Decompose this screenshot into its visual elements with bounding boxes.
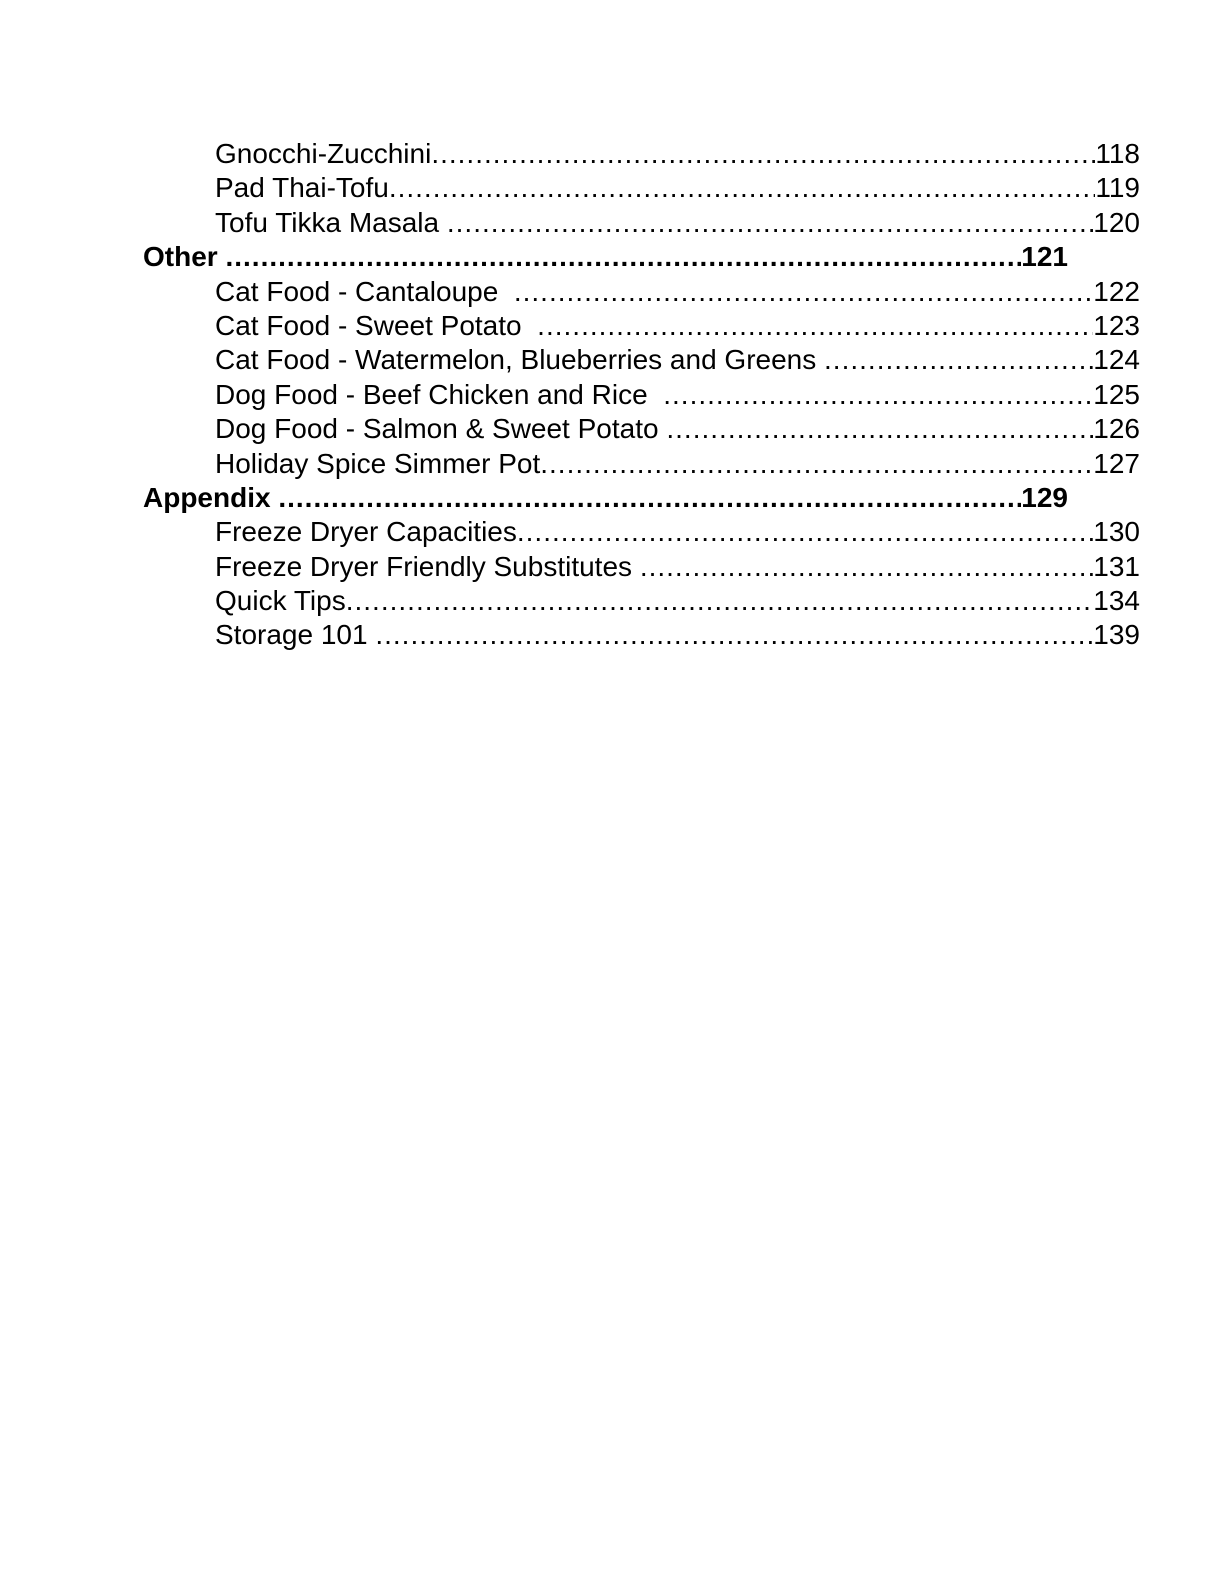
toc-page-number: 125 <box>1093 378 1140 410</box>
toc-page-number: 130 <box>1093 516 1140 548</box>
toc-entry-label: Cat Food - Cantaloupe <box>215 275 514 307</box>
toc-entry[interactable] <box>143 412 1140 446</box>
table-of-contents <box>143 137 1140 653</box>
toc-entry-label: Tofu Tikka Masala <box>215 206 447 238</box>
toc-dot-leader <box>375 618 1093 652</box>
toc-dot-leader <box>514 275 1093 309</box>
toc-page-number: 126 <box>1093 413 1140 445</box>
toc-entry[interactable] <box>143 171 1140 205</box>
toc-dot-leader <box>824 343 1093 377</box>
toc-page-number: 121 <box>1021 241 1068 273</box>
toc-dot-leader <box>447 206 1093 240</box>
toc-entry-label: Dog Food - Salmon & Sweet Potato <box>215 413 667 445</box>
toc-entry-label: Cat Food - Watermelon, Blueberries and Greens <box>215 344 825 376</box>
toc-dot-leader <box>537 309 1093 343</box>
toc-entry[interactable] <box>143 618 1140 652</box>
toc-entry[interactable] <box>143 378 1140 412</box>
toc-dot-leader <box>540 447 1093 481</box>
toc-page-number: 119 <box>1095 172 1140 204</box>
toc-page-number: 120 <box>1093 206 1140 238</box>
toc-page-number: 131 <box>1093 550 1140 582</box>
toc-dot-leader <box>431 137 1095 171</box>
toc-entry-label: Holiday Spice Simmer Pot <box>215 447 541 479</box>
toc-page-number: 127 <box>1093 447 1140 479</box>
toc-page-number: 129 <box>1021 481 1068 513</box>
toc-entry[interactable] <box>143 447 1140 481</box>
toc-dot-leader <box>346 584 1094 618</box>
toc-entry[interactable] <box>143 343 1140 377</box>
toc-dot-leader <box>517 515 1093 549</box>
toc-entry-label: Quick Tips <box>215 585 346 617</box>
toc-entry-label: Appendix <box>143 481 279 513</box>
toc-entry[interactable] <box>143 481 1068 515</box>
toc-entry[interactable] <box>143 137 1140 171</box>
toc-dot-leader <box>225 240 1021 274</box>
toc-entry[interactable] <box>143 240 1068 274</box>
toc-entry-label: Pad Thai-Tofu <box>215 172 389 204</box>
toc-dot-leader <box>389 171 1096 205</box>
toc-page-number: 139 <box>1093 619 1140 651</box>
toc-entry[interactable] <box>143 309 1140 343</box>
toc-entry-label: Freeze Dryer Capacities <box>215 516 517 548</box>
toc-entry-label: Gnocchi-Zucchini <box>215 138 432 169</box>
toc-entry[interactable] <box>143 206 1140 240</box>
toc-page-number: 124 <box>1093 344 1140 376</box>
toc-entry-label: Storage 101 <box>215 619 376 651</box>
toc-entry-label: Dog Food - Beef Chicken and Rice <box>215 378 664 410</box>
toc-page-number: 122 <box>1093 275 1140 307</box>
toc-dot-leader <box>663 378 1093 412</box>
toc-entry-label: Other <box>143 241 226 273</box>
toc-dot-leader <box>666 412 1093 446</box>
toc-page-number: 134 <box>1093 585 1140 617</box>
toc-entry[interactable] <box>143 515 1140 549</box>
toc-dot-leader <box>640 550 1093 584</box>
toc-entry[interactable] <box>143 584 1140 618</box>
toc-page-number: 123 <box>1093 309 1140 341</box>
toc-entry-label: Freeze Dryer Friendly Substitutes <box>215 550 640 582</box>
toc-entry[interactable] <box>143 275 1140 309</box>
toc-page-number: 118 <box>1095 138 1140 169</box>
toc-entry[interactable] <box>143 550 1140 584</box>
toc-dot-leader <box>278 481 1021 515</box>
toc-entry-label: Cat Food - Sweet Potato <box>215 309 538 341</box>
